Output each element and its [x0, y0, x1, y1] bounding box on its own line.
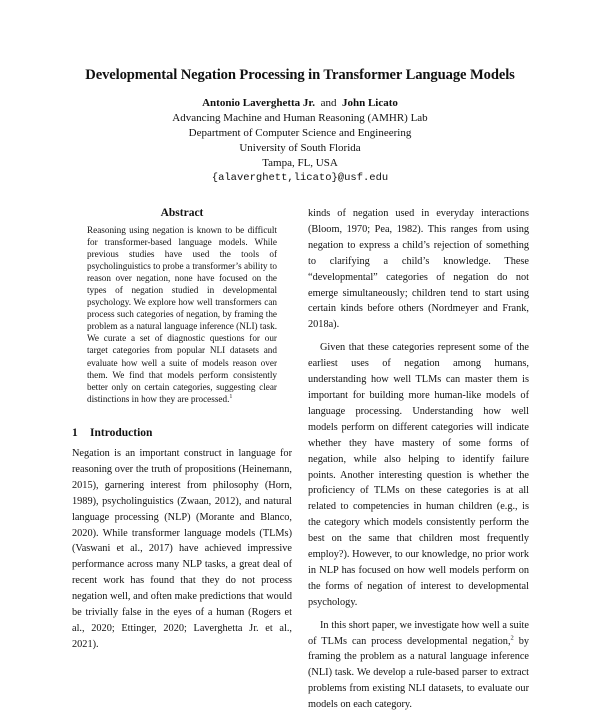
author-1: Antonio Laverghetta Jr. [202, 97, 316, 109]
abstract-footnote-mark: 1 [229, 393, 233, 400]
paragraph-3-continuation: by framing the problem as a natural language inference (NLI) task. We develop a rule-based parser to extract problems from existing NLI datasets, to evaluate our models on each category. [308, 635, 529, 711]
abstract-heading: Abstract [160, 207, 204, 219]
affiliation-lab: Advancing Machine and Human Reasoning (AMHR) Lab [172, 112, 428, 124]
introduction-paragraph-1: Negation is an important construct in language for reasoning over the truth of propositions (Heinemann, 2015), garnering interest from philosophy (Horn, 1989), psycholinguistics (Zwaan, 2012), and natural language processing (NLP) (Morante and Blanco, 2020). While transformer language models (TLMs) (Vaswani et al., 2017) have achieved impressive performance across many NLP tasks, a great deal of recent work has found that they do not process negation well, and often make predictions that would be trivially false in the eyes of a human (Rogers et al., 2020; Ettinger, 2020; Laverghetta Jr. et al., 2021). [72, 448, 292, 650]
author-block [0, 96, 600, 186]
section-number: 1 [72, 427, 78, 439]
abstract-text: Reasoning using negation is known to be difficult for transformer-based language models. While previous studies have used the tools of psycholinguistics to probe a transformer’s ability to reason over negation, none have focused on the types of negation studied in developmental psychology. We explore how well transformers can process such categories of negation, by framing the problem as a natural language inference (NLI) task. We curate a set of diagnostic questions for our target categories from popular NLI datasets and evaluate how well a suite of models reason over them. We find that models perform consistently better only on certain categories, suggesting clear distinctions in how they are processed. [87, 225, 277, 404]
section-heading-introduction [72, 427, 292, 439]
affiliation-department: Department of Computer Science and Engineering [188, 127, 412, 139]
footnote-mark-2: 2 [510, 634, 514, 642]
right-paragraph-2: Given that these categories represent some of the earliest uses of negation among humans, understanding how well TLMs can master them is important for building more human-like models of language processing. Understanding how well models perform on different categories will indicate whether they have mastery of some forms of negation, while also helping to identify failure points. Another interesting question is whether the proficiency of TLMs on these categories is at all related to competencies in human children (e.g., is the category which models consistently perform the best on the same that children most frequently employ?). However, to our knowledge, no prior work in NLP has focused on how well models perform on the forms of negation of interest to developmental psychology. [308, 342, 529, 608]
paper-title: Developmental Negation Processing in Transformer Language Models [85, 67, 515, 83]
abstract-body [87, 224, 277, 405]
author-names [0, 96, 600, 111]
right-column [308, 206, 529, 713]
right-paragraph-3 [308, 618, 529, 713]
right-paragraph-1: kinds of negation used in everyday interactions (Bloom, 1970; Pea, 1982). This ranges from using negation to express a child’s rejection of something to clarifying a child’s knowledge. These “developmental” categories of negation do not emerge simultaneously; children tend to start using certain kinds before others (Nordmeyer and Frank, 2018a). [308, 208, 529, 331]
author-2: John Licato [341, 97, 398, 109]
affiliation-university: University of South Florida [239, 142, 361, 154]
section-title: Introduction [90, 427, 153, 439]
paragraph-3-text: In this short paper, we investigate how well a suite of TLMs can process developmental negation, [308, 619, 529, 647]
author-conjunction: and [320, 97, 337, 109]
author-email: {alaverghett,licato}@usf.edu [211, 172, 389, 184]
affiliation-location: Tampa, FL, USA [262, 157, 338, 169]
